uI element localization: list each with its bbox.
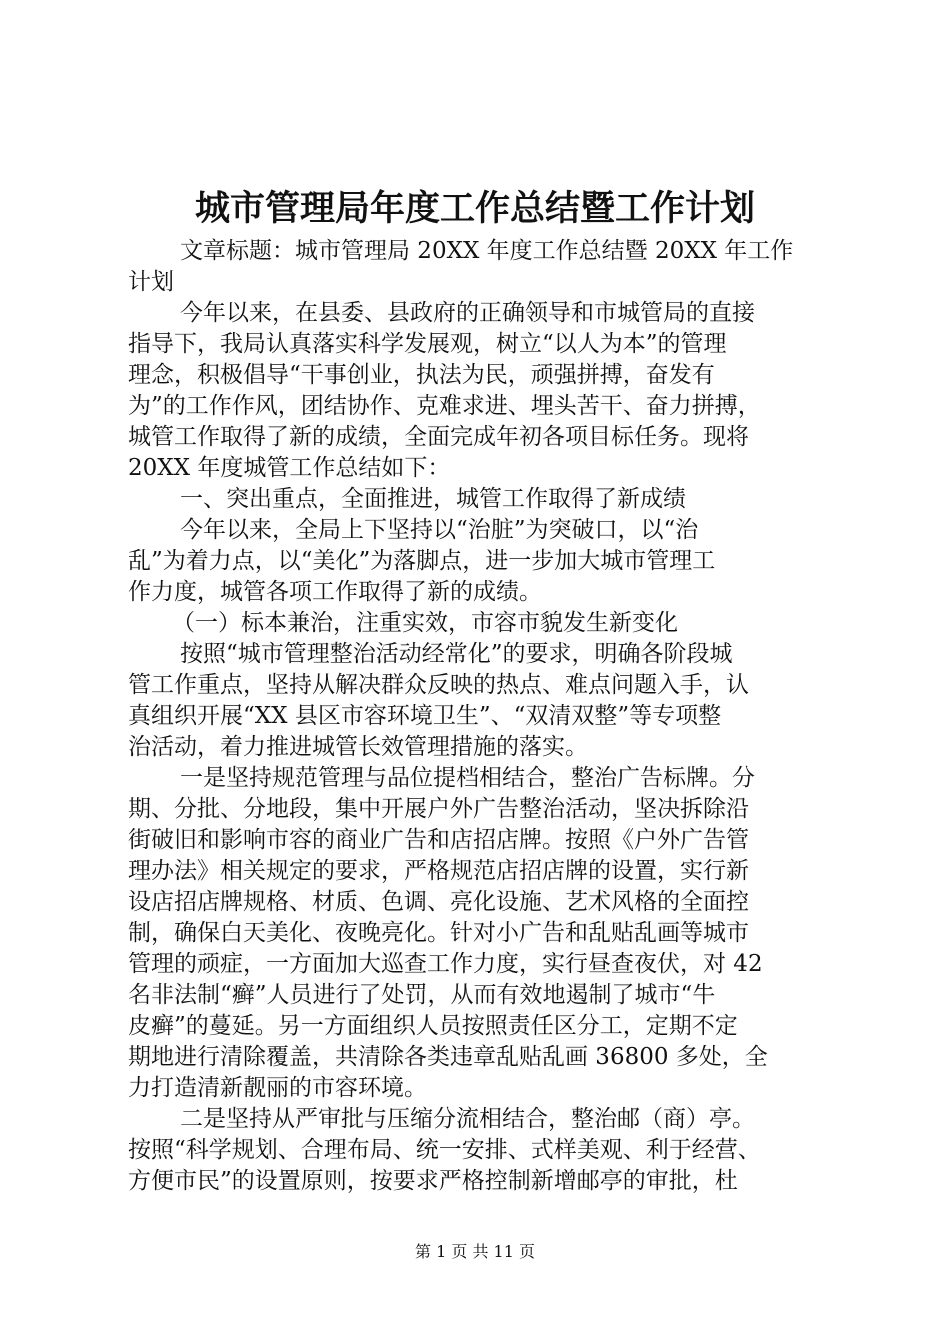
section-heading: 一、突出重点，全面推进，城管工作取得了新成绩 <box>180 486 686 512</box>
document-title: 城市管理局年度工作总结暨工作计划 <box>194 188 755 229</box>
document-body <box>128 236 832 1197</box>
paragraph-line: 期地进行清除覆盖，共清除各类违章乱贴乱画 36800 多处，全 <box>128 1044 768 1070</box>
paragraph-line: 期、分批、分地段，集中开展户外广告整治活动，坚决拆除沿 <box>128 796 749 822</box>
paragraph-line: 一是坚持规范管理与品位提档相结合，整治广告标牌。分 <box>180 765 755 791</box>
paragraph-line: 城管工作取得了新的成绩，全面完成年初各项目标任务。现将 <box>128 424 749 450</box>
paragraph-line: 制，确保白天美化、夜晚亮化。针对小广告和乱贴乱画等城市 <box>128 920 749 946</box>
paragraph-line: 皮癣”的蔓延。另一方面组织人员按照责任区分工，定期不定 <box>128 1013 738 1039</box>
paragraph-line: 街破旧和影响市容的商业广告和店招店牌。按照《户外广告管 <box>128 827 749 853</box>
paragraph-line: 按照“科学规划、合理布局、统一安排、式样美观、利于经营、 <box>128 1137 761 1163</box>
paragraph-line: 管理的顽症，一方面加大巡查工作力度，实行昼查夜伏，对 42 <box>128 951 763 977</box>
paragraph-line: 按照“城市管理整治活动经常化”的要求，明确各阶段城 <box>180 641 733 667</box>
paragraph-line: 真组织开展“XX 县区市容环境卫生”、“双清双整”等专项整 <box>128 703 722 729</box>
article-title-line-cont: 计划 <box>128 269 174 295</box>
paragraph-line: 力打造清新靓丽的市容环境。 <box>128 1075 427 1101</box>
paragraph-line: 理念，积极倡导“干事创业，执法为民，顽强拼搏，奋发有 <box>128 362 715 388</box>
paragraph-line: 二是坚持从严审批与压缩分流相结合，整治邮（商）亭。 <box>180 1106 755 1132</box>
paragraph-line: 作力度，城管各项工作取得了新的成绩。 <box>128 579 542 605</box>
paragraph-line: 20XX 年度城管工作总结如下： <box>128 455 451 481</box>
paragraph-line: 设店招店牌规格、材质、色调、亮化设施、艺术风格的全面控 <box>128 889 749 915</box>
paragraph-line: 今年以来，在县委、县政府的正确领导和市城管局的直接 <box>180 300 755 326</box>
paragraph-line: 管工作重点，坚持从解决群众反映的热点、难点问题入手，认 <box>128 672 749 698</box>
article-title-line: 文章标题：城市管理局 20XX 年度工作总结暨 20XX 年工作 <box>180 238 794 264</box>
paragraph-line: 名非法制“癣”人员进行了处罚，从而有效地遏制了城市“牛 <box>128 982 716 1008</box>
paragraph-line: 指导下，我局认真落实科学发展观，树立“以人为本”的管理 <box>128 331 727 357</box>
paragraph-line: 治活动，着力推进城管长效管理措施的落实。 <box>128 734 588 760</box>
paragraph-line: 乱”为着力点，以“美化”为落脚点，进一步加大城市管理工 <box>128 548 716 574</box>
paragraph-line: 方便市民”的设置原则，按要求严格控制新增邮亭的审批，杜 <box>128 1168 738 1194</box>
paragraph-line: 今年以来，全局上下坚持以“治脏”为突破口，以“治 <box>180 517 699 543</box>
paragraph-line: 理办法》相关规定的要求，严格规范店招店牌的设置，实行新 <box>128 858 749 884</box>
page-footer: 第 1 页 共 11 页 <box>415 1242 535 1261</box>
paragraph-line: 为”的工作作风，团结协作、克难求进、埋头苦干、奋力拼搏， <box>128 393 761 419</box>
subsection-heading: （一）标本兼治，注重实效，市容市貌发生新变化 <box>172 610 678 636</box>
